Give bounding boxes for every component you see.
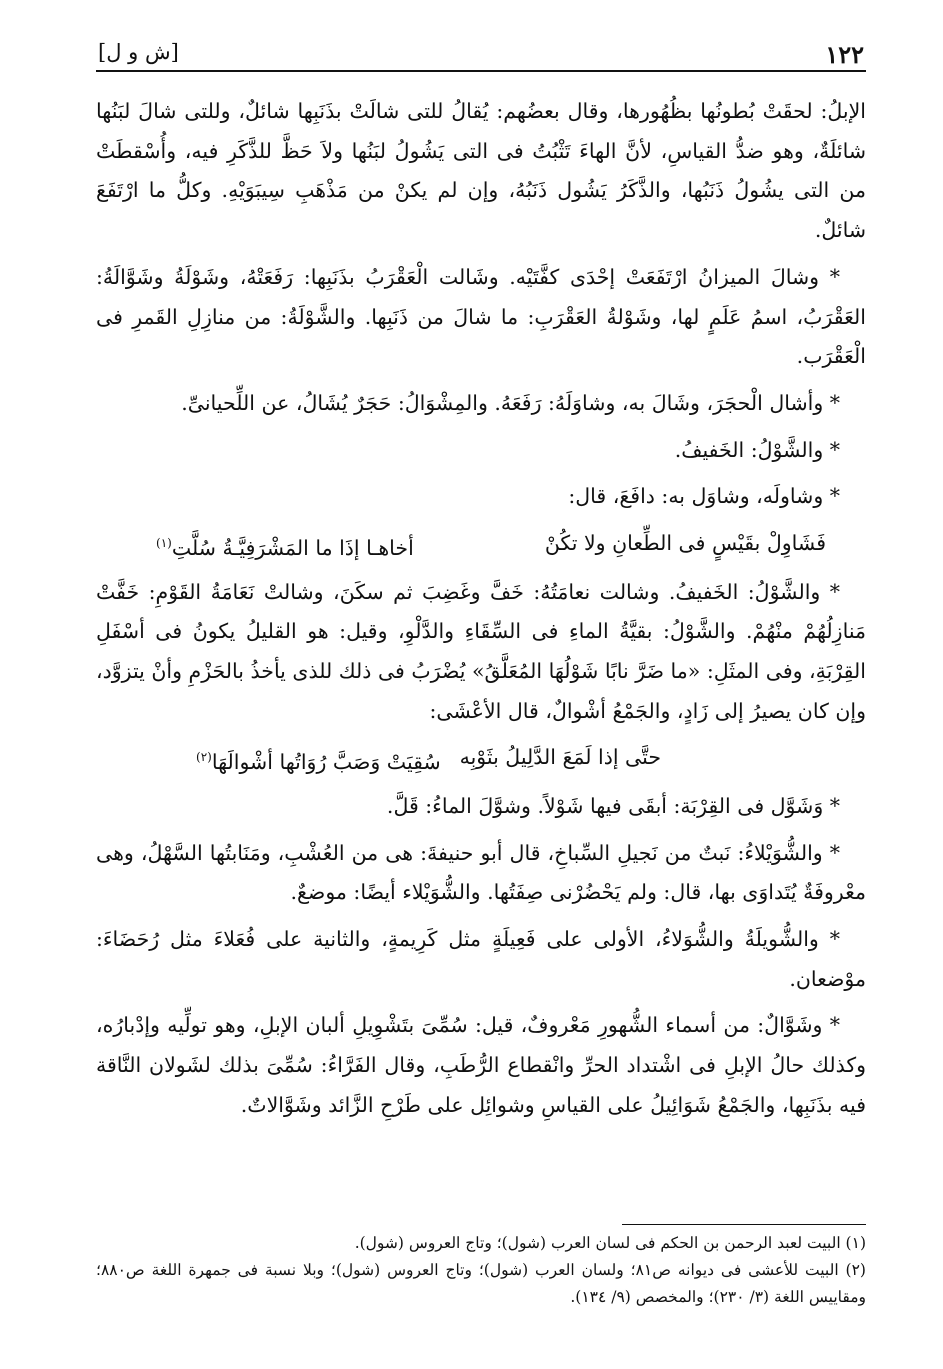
paragraph: * وشالَ الميزانُ ارْتَفَعَتْ إحْدَى كفَّتَيْه. وشَالت الْعَقْرَبُ بذَنَبِها: رَفَعَتْهُ، وشَوْلَةُ وشَوَّالَةُ: العَقْرَبُ، اسمُ عَلَمٍ لها، وشَوْلةُ العَقْرَبِ: ما شالَ من ذَنَبِها. والشَّوْلَةُ: من منازِلِ القَمرِ فى الْعَقْرَب. bbox=[96, 264, 866, 369]
header-rule bbox=[96, 70, 866, 72]
verse-line bbox=[96, 738, 866, 783]
verse-text: سُقِيَتْ وَصَبَّ رُوَاتُها أشْوالَهَا bbox=[211, 750, 441, 775]
footnotes bbox=[96, 1230, 866, 1311]
paragraph: * وأشال الْحجَرَ، وشَالَ به، وشاوَلَهُ: رَفَعَهُ. والمِشْوَالُ: حَجَرٌ يُشَالُ، عن اللِّحيانىِّ. bbox=[181, 390, 840, 415]
paragraph: * والشَّوْلُ: الخَفيفُ. bbox=[674, 437, 840, 462]
footnote: (٢) البيت للأعشى فى ديوانه ص٨١؛ ولسان العرب (شول)؛ وتاج العروس (شول)؛ وبلا نسبة فى جمهرة اللغة ص٨٨٠؛ ومقاييس اللغة (٣/ ٢٣٠)؛ والمخصص (٩/ ١٣٤). bbox=[96, 1261, 866, 1306]
book-page bbox=[96, 40, 866, 1340]
verse-line bbox=[96, 524, 866, 569]
footnote-ref: (١) bbox=[156, 536, 172, 551]
verse-hemistich-first: فَشَاوِلْ بقَيْسٍ فى الطِّعانِ ولا تكُنْ bbox=[544, 531, 826, 556]
root-label: [ش و ل] bbox=[98, 40, 179, 64]
paragraph: * وَشَوَّل فى القِرْبَة: أبقَى فيها شَوْلاً. وشوَّلَ الماءُ: قَلَّ. bbox=[386, 793, 840, 818]
page-header bbox=[96, 40, 866, 69]
page-number: ١٢٢ bbox=[825, 40, 864, 69]
verse-hemistich-first: حتَّى إذا لَمَعَ الدَّلِيلُ بثَوْبِه bbox=[459, 745, 661, 770]
verse-hemistich-second bbox=[156, 524, 414, 569]
paragraph: * والشَّوْلُ: الخَفيفُ. وشالت نعامَتُهُ: خَفَّ وغَضِبَ ثم سكَنَ، وشالتْ نَعَامَةُ القَوْمِ: خَفَّتْ مَنازِلُهُمْ منْهُمْ. والشَّوْلُ: بقيَّةُ الماءِ فى السِّقَاءِ والدَّلْوِ، وقيل: هو القليلُ يكونُ فى أسْفَلِ القِرْبَةِ، وفى المثَلِ: «ما ضَرَّ نابًا شَوْلُهَا المُعَلَّقُ» يُضْرَبُ فى ذلك للذى يأخذُ بالحَزْمِ وأنْ يتزوَّد، وإن كان يصيرُ إلى زَادٍ، والجَمْعُ أشْوالٌ، قال الأعْشَى: bbox=[96, 579, 866, 723]
footnote-rule bbox=[622, 1224, 866, 1225]
paragraph: * والشُّويلَةُ والشُّوَلاءُ، الأولى على فَعِيلَةٍ مثل كَرِيمةٍ، والثانية على فُعَلاءَ مثل رُحَضَاءَ: موْضعان. bbox=[96, 927, 866, 991]
main-text bbox=[96, 92, 866, 1133]
paragraph: الإبلُ: لحقَتْ بُطونُها بظُهُورها، وقال بعضُهم: يُقالُ للتى شالَتْ بذَنَبِها شائلٌ، وللتى شالَ لبَنُها شائلَةٌ، وهو ضدُّ القياسِ، لأنَّ الهاءَ تَثْبُتُ فى التى يَشُولُ لبَنُها ولاَ حَظَّ للذَّكَرِ فيه، وأُسْقطَتْ من التى يشُولُ ذَنَبُها، والذَّكَرُ يَشُول ذَنَبُهُ، وإن لم يكنْ من مَذْهَبِ سِيبَوَيْهِ. وكلُّ ما ارْتَفَعَ شائلٌ. bbox=[96, 99, 866, 243]
verse-text: أخاهـا إذَا ما المَشْرَفِيَّـةُ سُلَّتِ bbox=[171, 535, 414, 560]
footnote-ref: (٢) bbox=[196, 750, 212, 765]
verse-hemistich-second bbox=[196, 738, 441, 783]
paragraph: * وشاولَه، وشاوَل به: دافَعَ، قال: bbox=[568, 484, 840, 509]
paragraph: * والشُّوَيْلاءُ: نَبتٌ من نَجيلِ السِّباخِ، قال أبو حنيفةَ: هى من العُشْبِ، ومَنَابتُها السَّهْلُ، وهى معْروفَةٌ يُتَداوَى بها، قال: ولم يَحْضُرْنى صِفَتُها. والشُّوَيْلاء أيضًا: موضعٌ. bbox=[96, 840, 866, 905]
footnote: (١) البيت لعبد الرحمن بن الحكم فى لسان العرب (شول)؛ وتاج العروس (شول). bbox=[354, 1234, 866, 1252]
paragraph: * وشَوَّالٌ: من أسماء الشُّهورِ مَعْروفٌ، قيل: سُمِّىَ بتَشْوِيلِ ألبان الإبلِ، وهو تولِّيه وإدْبارُه، وكذلك حالُ الإبلِ فى اشْتداد الحرِّ وانْقطاع الرُّطَبِ، وقال الفَرَّاءُ: سُمِّىَ بذلك لشَولان النَّاقة فيه بذَنَبِها، والجَمْعُ شَوَائِيلُ على القياسِ وشوائِل على طَرْحِ الزَّائد وشَوَّالاتٌ. bbox=[96, 1013, 866, 1117]
